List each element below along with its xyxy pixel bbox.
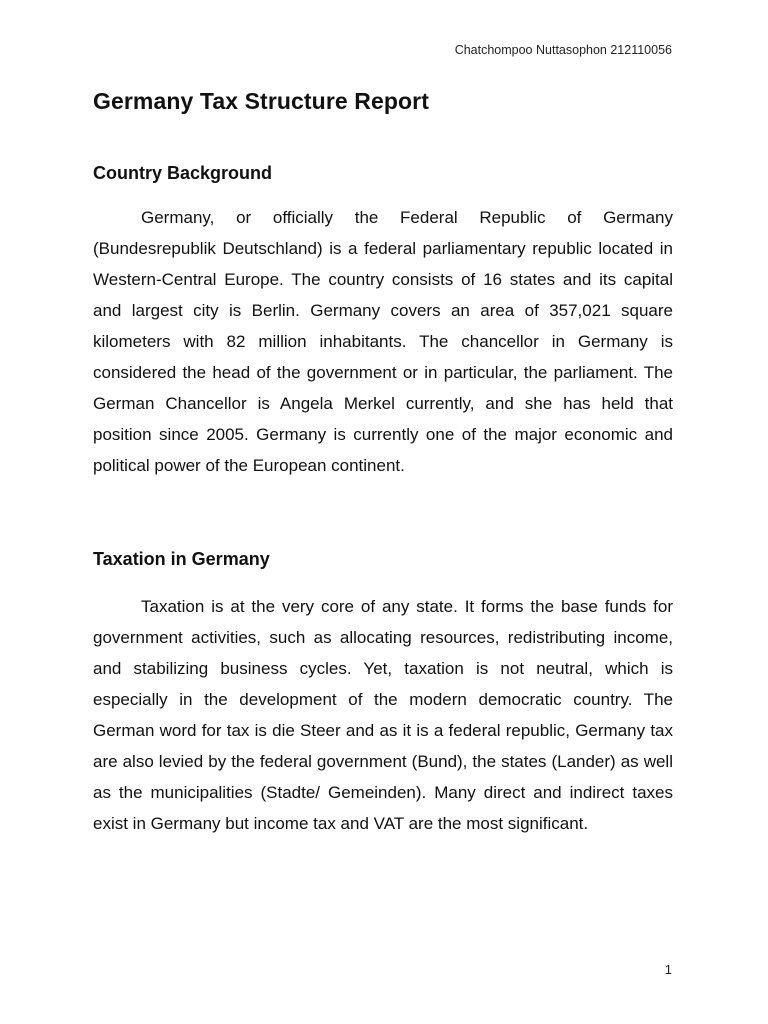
page-number: 1 — [664, 962, 672, 977]
paragraph-taxation: Taxation is at the very core of any state. It forms the base funds for government activities, such as allocating resources, redistributing income, and stabilizing business cycles. Yet, taxation is not neutral, which is especially in the development of the modern democratic country. The German word for tax is die Steer and as it is a federal republic, Germany tax are also levied by the federal government (Bund), the states (Lander) as well as the municipalities (Stadte/ Gemeinden). Many direct and indirect taxes exist in Germany but income tax and VAT are the most significant. — [93, 597, 673, 833]
document-title: Germany Tax Structure Report — [93, 88, 429, 114]
paragraph-country-background: Germany, or officially the Federal Republic of Germany (Bundesrepublik Deutschland) is a federal parliamentary republic located in Western-Central Europe. The country consists of 16 states and its capital and largest city is Berlin. Germany covers an area of 357,021 square kilometers with 82 million inhabitants. The chancellor in Germany is considered the head of the government or in particular, the parliament. The German Chancellor is Angela Merkel currently, and she has held that position since 2005. Germany is currently one of the major economic and political power of the European continent. — [93, 208, 673, 475]
header-author-id: Chatchompoo Nuttasophon 212110056 — [454, 43, 672, 57]
section-heading-country-background: Country Background — [93, 163, 273, 183]
section-heading-taxation: Taxation in Germany — [93, 549, 270, 569]
